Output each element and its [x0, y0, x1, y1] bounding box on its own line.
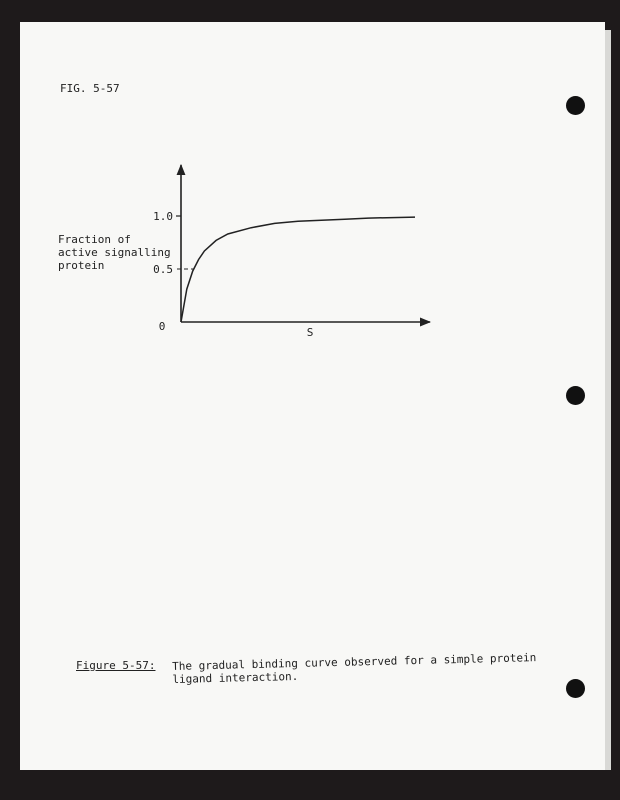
y-axis-label-line-1: Fraction of — [58, 233, 131, 246]
y-tick-label-1: 1.0 — [153, 210, 173, 223]
caption-line-2: ligand interaction. — [172, 669, 299, 686]
y-tick-label-0.5: 0.5 — [153, 263, 173, 276]
x-axis-label: S — [306, 326, 314, 339]
origin-label: 0 — [158, 320, 166, 333]
y-axis-label-line-3: protein — [58, 259, 105, 272]
caption-label: Figure 5-57: — [76, 659, 156, 672]
y-axis-label-line-2: active signalling — [58, 246, 171, 259]
figure-number: FIG. 5-57 — [60, 82, 120, 95]
caption-line-1: The gradual binding curve observed for a simple protein — [172, 651, 537, 673]
binding-curve — [181, 217, 415, 322]
